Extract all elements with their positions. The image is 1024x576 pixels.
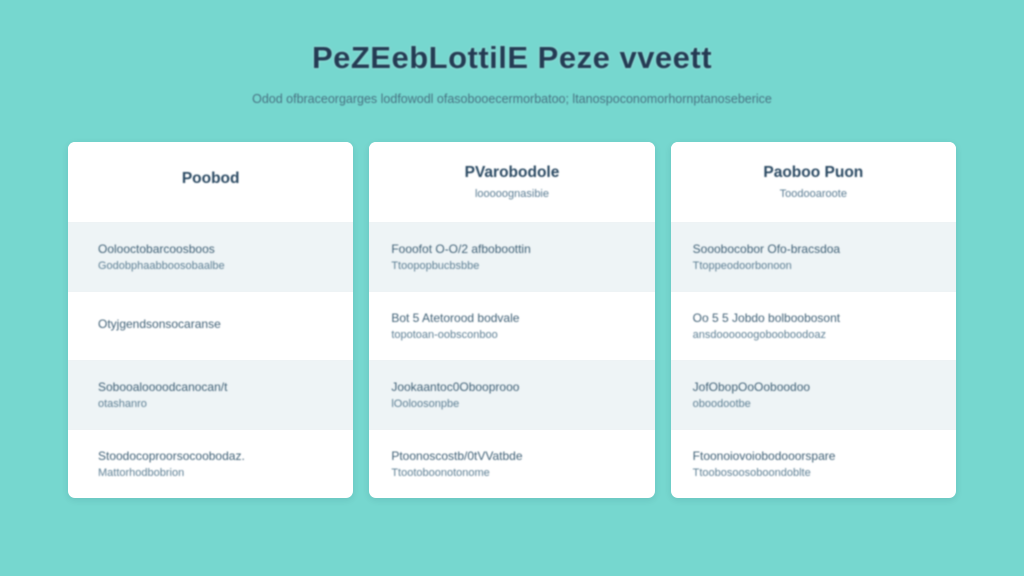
table-row [671,291,956,360]
page-title: PeZEebLottilE Peze vveett [311,40,713,75]
card-title-1: Poobod [181,170,240,187]
table-row [671,360,956,429]
card-header-2 [369,142,654,222]
card-subtitle-2: looooognasibie [474,188,549,200]
card-header-1 [68,142,353,222]
table-row [671,429,956,498]
table-row [369,291,654,360]
card-title-3: Paoboo Puon [763,164,864,181]
table-row [671,222,956,291]
row-sub: topotoan-oobsconboo [391,329,498,341]
row-sub: ansdoooooogobooboodoaz [692,329,827,341]
table-row [369,222,654,291]
table-row [68,429,353,498]
row-main: Jookaantoc0Obooprooo [391,380,520,394]
row-sub: lOoloosonpbe [391,398,460,410]
row-main: Fooofot O-O/2 afboboottin [391,242,531,256]
table-row [68,291,353,360]
row-main: Bot 5 Atetorood bodvale [391,311,520,325]
comparison-card-2 [369,142,654,498]
row-main: Ftoonoiovoiobodooorspare [692,449,836,463]
row-sub: Ttoppeodoorbonoon [692,260,792,272]
row-main: Stoodocoproorsocoobodaz. [98,449,245,463]
row-sub: Ttoopopbucbsbbe [391,260,480,272]
table-row [68,222,353,291]
row-sub: Ttootoboonotonome [391,467,490,479]
comparison-columns [68,142,956,498]
row-sub: Godobphaabboosobaalbe [98,260,225,272]
row-main: Sooobocobor Ofo-bracsdoa [692,242,841,256]
row-main: Oo 5 5 Jobdo bolboobosont [692,311,841,325]
card-subtitle-3: Toodooaroote [779,188,847,200]
row-sub: Mattorhodbobrion [98,467,185,479]
row-main: Sobooaloooodcanocan/t [98,380,228,394]
card-title-2: PVarobodole [464,164,560,181]
row-sub: oboodootbe [692,398,751,410]
table-row [369,360,654,429]
table-row [369,429,654,498]
page-subtitle: Odod ofbraceorgarges lodfowodl ofasobooecermorbatoo; ltanospoconomorhornptanoseberice [252,92,772,106]
comparison-card-1 [68,142,353,498]
row-sub: otashanro [98,398,147,410]
table-row [68,360,353,429]
row-main: Ptoonoscostb/0tVVatbde [391,449,523,463]
row-main: Oolooctobarcoosboos [98,242,215,256]
card-header-3 [671,142,956,222]
row-main: JofObopOoOoboodoo [692,380,811,394]
row-main: Otyjgendsonsocaranse [98,317,221,331]
row-sub: Ttoobosoosoboondoblte [692,467,811,479]
comparison-card-3 [671,142,956,498]
